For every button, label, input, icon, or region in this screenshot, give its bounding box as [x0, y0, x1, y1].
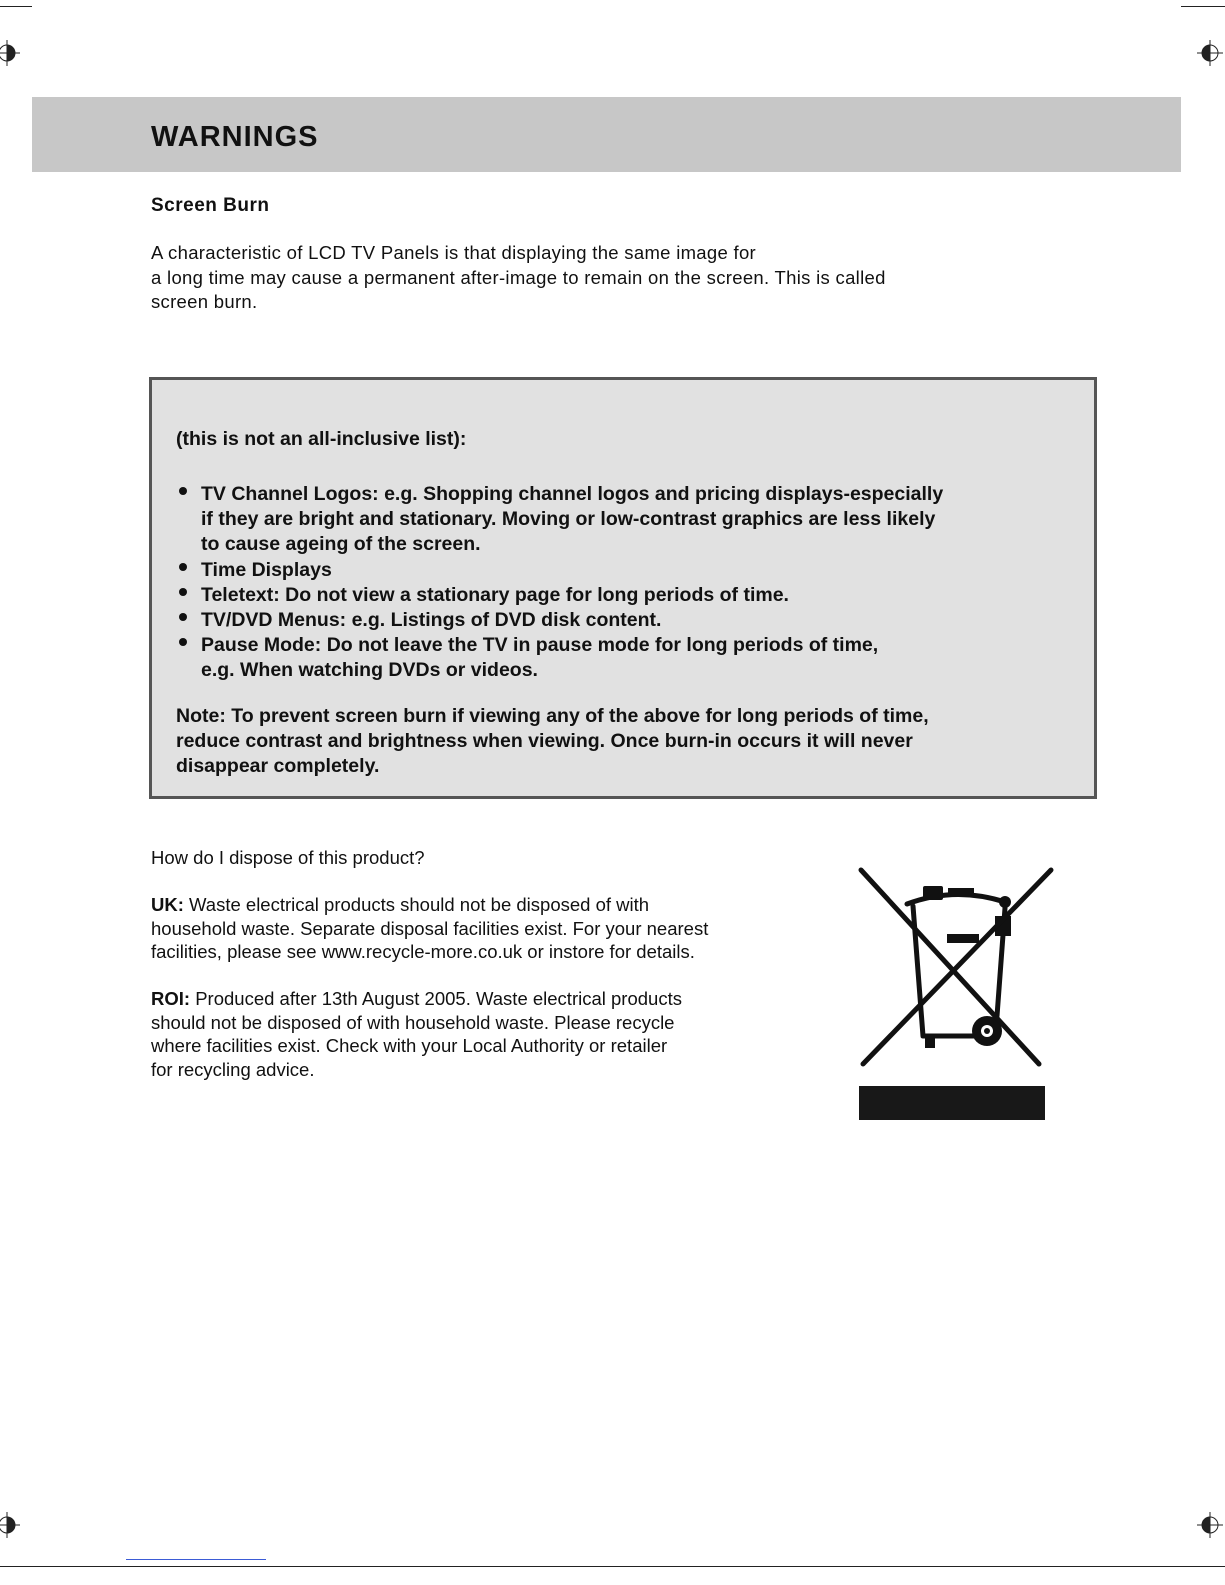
- bullet-icon: [179, 487, 187, 495]
- roi-line: should not be disposed of with household waste. Please recycle: [151, 1011, 675, 1033]
- list-item: [176, 482, 1056, 558]
- page-title: WARNINGS: [151, 121, 319, 153]
- list-item: [176, 583, 1056, 608]
- roi-line: for recycling advice.: [151, 1059, 315, 1081]
- list-item: [176, 633, 1056, 683]
- bullet-icon: [179, 588, 187, 596]
- bullet-icon: [179, 563, 187, 571]
- crop-mark-top-right: [1181, 6, 1225, 7]
- uk-line: Waste electrical products should not be disposed of with: [183, 894, 650, 915]
- uk-line: facilities, please see www.recycle-more.co.uk or instore for details.: [151, 941, 695, 963]
- warning-note: [176, 704, 1066, 780]
- list-item-line: if they are bright and stationary. Moving or low-contrast graphics are less likely: [201, 508, 936, 531]
- registration-mark-icon: [1197, 40, 1223, 66]
- disposal-uk-paragraph: [151, 893, 708, 964]
- section-heading: Screen Burn: [151, 195, 270, 216]
- uk-line: household waste. Separate disposal facilities exist. For your nearest: [151, 917, 709, 939]
- bullet-icon: [179, 638, 187, 646]
- intro-line: A characteristic of LCD TV Panels is that displaying the same image for: [151, 242, 757, 263]
- warning-box-lead: (this is not an all-inclusive list):: [176, 428, 467, 450]
- note-line: disappear completely.: [176, 755, 380, 778]
- intro-line: a long time may cause a permanent after-image to remain on the screen. This is called: [151, 266, 886, 288]
- uk-label: UK:: [151, 894, 184, 915]
- list-item-line: TV/DVD Menus: e.g. Listings of DVD disk content.: [201, 609, 662, 632]
- registration-mark-icon: [1197, 1512, 1223, 1538]
- registration-mark-icon: [0, 1512, 20, 1538]
- list-item: [176, 558, 1056, 583]
- disposal-question: How do I dispose of this product?: [151, 847, 425, 868]
- list-item: [176, 608, 1056, 633]
- list-item-line: Teletext: Do not view a stationary page for long periods of time.: [201, 583, 789, 606]
- list-item-line: e.g. When watching DVDs or videos.: [201, 659, 538, 682]
- list-item-line: TV Channel Logos: e.g. Shopping channel logos and pricing displays-especially: [201, 483, 944, 505]
- list-item-line: Pause Mode: Do not leave the TV in pause mode for long periods of time,: [201, 634, 879, 657]
- roi-line: Produced after 13th August 2005. Waste electrical products: [190, 988, 682, 1009]
- warning-list: [176, 482, 1056, 684]
- intro-paragraph: [151, 241, 1031, 315]
- list-item-line: to cause ageing of the screen.: [201, 533, 481, 556]
- disposal-roi-paragraph: [151, 987, 682, 1082]
- bullet-icon: [179, 613, 187, 621]
- note-line: reduce contrast and brightness when viewing. Once burn-in occurs it will never: [176, 730, 913, 753]
- roi-line: where facilities exist. Check with your Local Authority or retailer: [151, 1035, 668, 1057]
- weee-bar: [859, 1086, 1045, 1120]
- intro-line: screen burn.: [151, 291, 258, 312]
- crop-mark-top-left: [0, 6, 32, 7]
- crossed-out-wheelie-bin-icon: [855, 866, 1055, 1076]
- list-item-line: Time Displays: [201, 558, 332, 581]
- crop-mark-bottom: [0, 1566, 1225, 1567]
- roi-label: ROI:: [151, 988, 191, 1009]
- bottom-blue-rule: [126, 1559, 266, 1560]
- note-line: Note: To prevent screen burn if viewing any of the above for long periods of time,: [176, 705, 929, 727]
- registration-mark-icon: [0, 40, 20, 66]
